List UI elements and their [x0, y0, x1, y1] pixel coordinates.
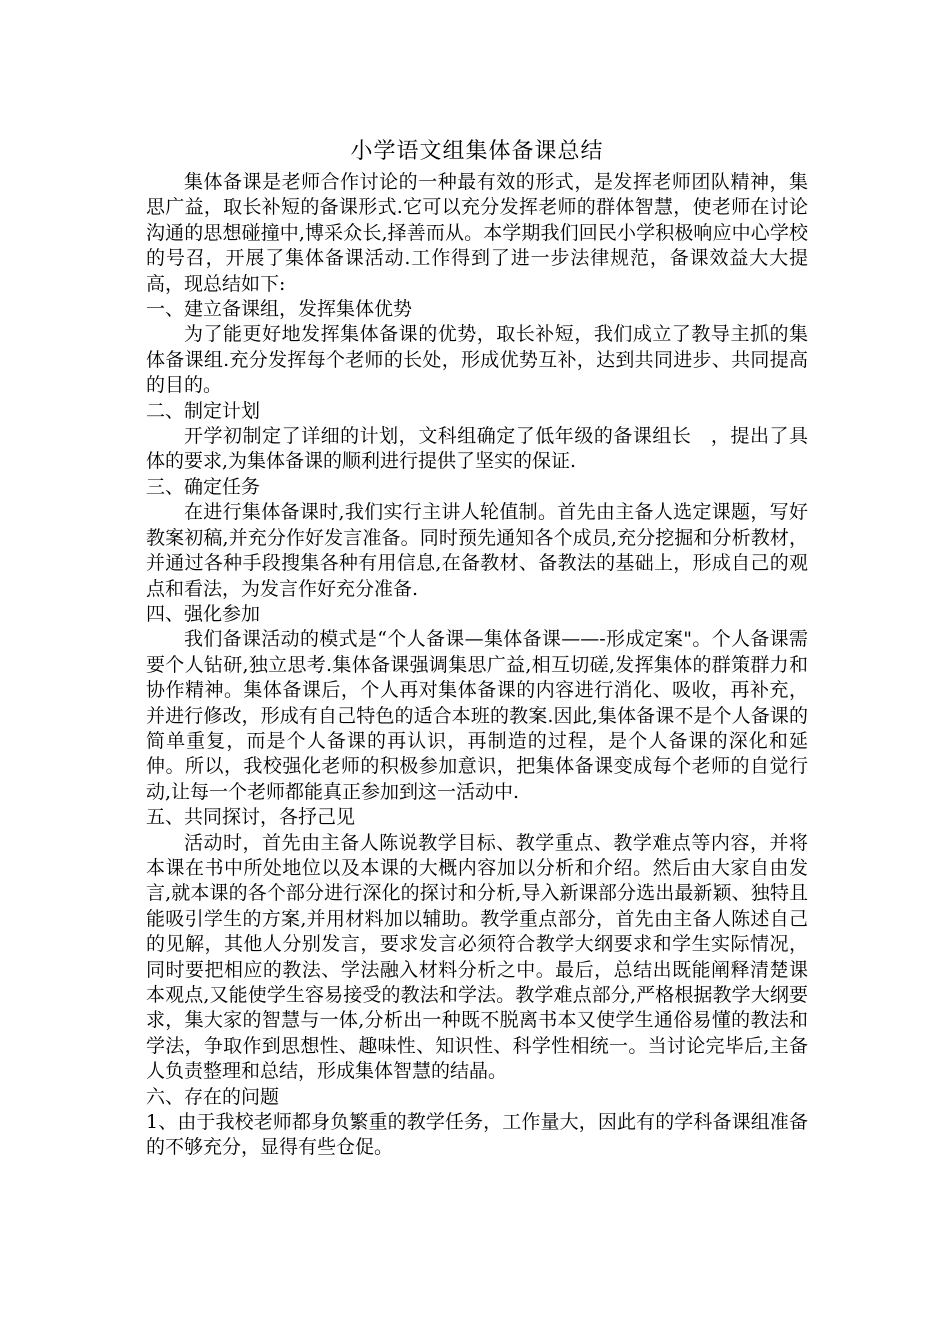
- document-body: [146, 136, 808, 1161]
- section-5-heading: 五、共同探讨，各抒己见: [146, 806, 356, 829]
- section-5-body: 活动时，首先由主备人陈说教学目标、教学重点、教学难点等内容，并将本课在书中所处地位以及本课的大概内容加以分析和介绍。然后由大家自由发言,就本课的各个部分进行深化的探讨和分析,导入新课部分选出最新颖、独特且能吸引学生的方案,并用材料加以辅助。教学重点部分，首先由主备人陈述自己的见解，其他人分别发言，要求发言必须符合教学大纲要求和学生实际情况，同时要把相应的教法、学法融入材料分析之中。最后，总结出既能阐释清楚课本观点,又能使学生容易接受的教法和学法。教学难点部分,严格根据教学大纲要求，集大家的智慧与一体,分析出一种既不脱离书本又使学生通俗易懂的教法和学法，争取作到思想性、趣味性、知识性、科学性相统一。当讨论完毕后,主备人负责整理和总结，形成集体智慧的结晶。: [146, 831, 808, 1083]
- section-3-body: 在进行集体备课时,我们实行主讲人轮值制。首先由主备人选定课题，写好教案初稿,并充分作好发言准备。同时预先通知各个成员,充分挖掘和分析教材，并通过各种手段搜集各种有用信息,在备教材、备教法的基础上，形成自己的观点和看法，为发言作好充分准备.: [146, 501, 808, 600]
- section-1-body: 为了能更好地发挥集体备课的优势，取长补短，我们成立了教导主抓的集体备课组.充分发挥每个老师的长处，形成优势互补，达到共同进步、共同提高的目的。: [146, 323, 808, 397]
- section-2-body: 开学初制定了详细的计划，文科组确定了低年级的备课组长 ，提出了具体的要求,为集体备课的顺利进行提供了坚实的保证.: [146, 425, 808, 473]
- section-2-heading: 二、制定计划: [146, 399, 261, 422]
- section-6-heading: 六、存在的问题: [146, 1085, 280, 1108]
- intro-paragraph: 集体备课是老师合作讨论的一种最有效的形式，是发挥老师团队精神，集思广益，取长补短的备课形式.它可以充分发挥老师的群体智慧，使老师在讨论沟通的思想碰撞中,博采众长,择善而从。本学期我们回民小学积极响应中心学校的号召，开展了集体备课活动.工作得到了进一步法律规范，备课效益大大提高，现总结如下:: [146, 171, 808, 295]
- document-title: 小学语文组集体备课总结: [350, 139, 604, 164]
- section-3-heading: 三、确定任务: [146, 475, 261, 498]
- section-4-heading: 四、强化参加: [146, 602, 261, 625]
- section-6-item-1: 1、由于我校老师都身负繁重的教学任务，工作量大，因此有的学科备课组准备的不够充分，显得有些仓促。: [146, 1111, 808, 1159]
- section-4-body: 我们备课活动的模式是“个人备课—集体备课——-形成定案"。个人备课需要个人钻研,独立思考.集体备课强调集思广益,相互切磋,发挥集体的群策群力和协作精神。集体备课后，个人再对集体备课的内容进行消化、吸收，再补充，并进行修改，形成有自己特色的适合本班的教案.因此,集体备课不是个人备课的简单重复，而是个人备课的再认识，再制造的过程，是个人备课的深化和延伸。所以，我校强化老师的积极参加意识，把集体备课变成每个老师的自觉行动,让每一个老师都能真正参加到这一活动中.: [146, 628, 808, 803]
- section-1-heading: 一、建立备课组，发挥集体优势: [146, 298, 413, 321]
